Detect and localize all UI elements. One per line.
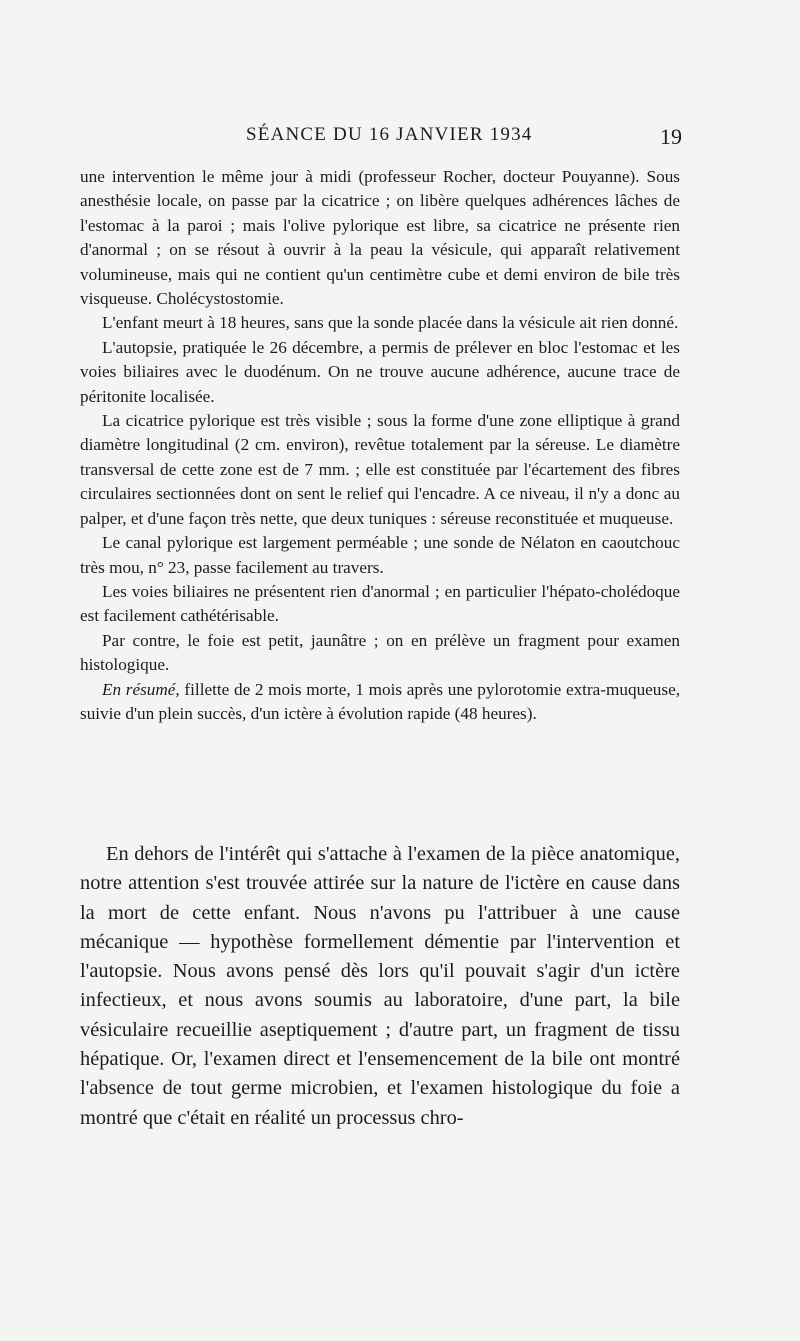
discussion-paragraph: En dehors de l'intérêt qui s'attache à l'examen de la pièce anatomique, notre attention s'est trouvée attirée sur la nature de l'ictère en cause dans la mort de cette enfant. Nous n'avons pu l'attribuer à une cause mécanique — hypothèse formellement démentie par l'intervention et l'autopsie. Nous avons pensé dès lors qu'il pouvait s'agir d'un ictère infectieux, et nous avons soumis au laboratoire, d'une part, la bile vésiculaire recueillie aseptiquement ; d'autre part, un fragment de tissu hépatique. Or, l'examen direct et l'ensemencement de la bile ont montré l'absence de tout germe microbien, et l'examen histologique du foie a montré que c'était en réalité un processus chro-: [80, 843, 680, 1129]
summary-label: En résumé,: [102, 679, 180, 699]
paragraph: L'autopsie, pratiquée le 26 décembre, a permis de prélever en bloc l'estomac et les voies biliaires avec le duodénum. On ne trouve aucune adhérence, aucune trace de péritonite localisée.: [80, 337, 680, 406]
case-report-text: [80, 165, 680, 726]
paragraph: L'enfant meurt à 18 heures, sans que la sonde placée dans la vésicule ait rien donné.: [102, 313, 679, 333]
paragraph: Les voies biliaires ne présentent rien d'anormal ; en particulier l'hépato-cholédoque est facilement cathétérisable.: [80, 581, 680, 626]
paragraph: La cicatrice pylorique est très visible ; sous la forme d'une zone elliptique à grand diamètre longitudinal (2 cm. environ), revêtue totalement par la séreuse. Le diamètre transversal de cette zone est de 7 mm. ; elle est constituée par l'écartement des fibres circulaires sectionnées dont on sent le relief qui l'encadre. A ce niveau, il n'y a donc au palper, et d'une façon très nette, que deux tuniques : séreuse reconstituée et muqueuse.: [80, 411, 680, 528]
page-header: [0, 124, 800, 154]
paragraph: Le canal pylorique est largement perméable ; une sonde de Nélaton en caoutchouc très mou, n° 23, passe facilement au travers.: [80, 533, 680, 577]
summary-text: fillette de 2 mois morte, 1 mois après une pylorotomie extra-muqueuse, suivie d'un plein succès, d'un ictère à évolution rapide (48 heures).: [80, 679, 681, 723]
running-head: SÉANCE DU 16 JANVIER 1934: [246, 124, 533, 145]
paragraph: une intervention le même jour à midi (professeur Rocher, docteur Pouyanne). Sous anesthésie locale, on passe par la cicatrice ; on libère quelques adhérences lâches de l'estomac à la paroi ; mais l'olive pylorique est libre, sa cicatrice ne présente rien d'anormal ; on se résout à ouvrir à la peau la vésicule, qui apparaît relativement volumineuse, mais qui ne contient qu'un centimètre cube et demi environ de bile très visqueuse. Cholécystostomie.: [80, 167, 680, 309]
discussion-text: [80, 840, 680, 1133]
summary-paragraph: [80, 678, 680, 727]
page-number: 19: [660, 124, 682, 149]
paragraph: Par contre, le foie est petit, jaunâtre ; on en prélève un fragment pour examen histologique.: [80, 630, 680, 675]
